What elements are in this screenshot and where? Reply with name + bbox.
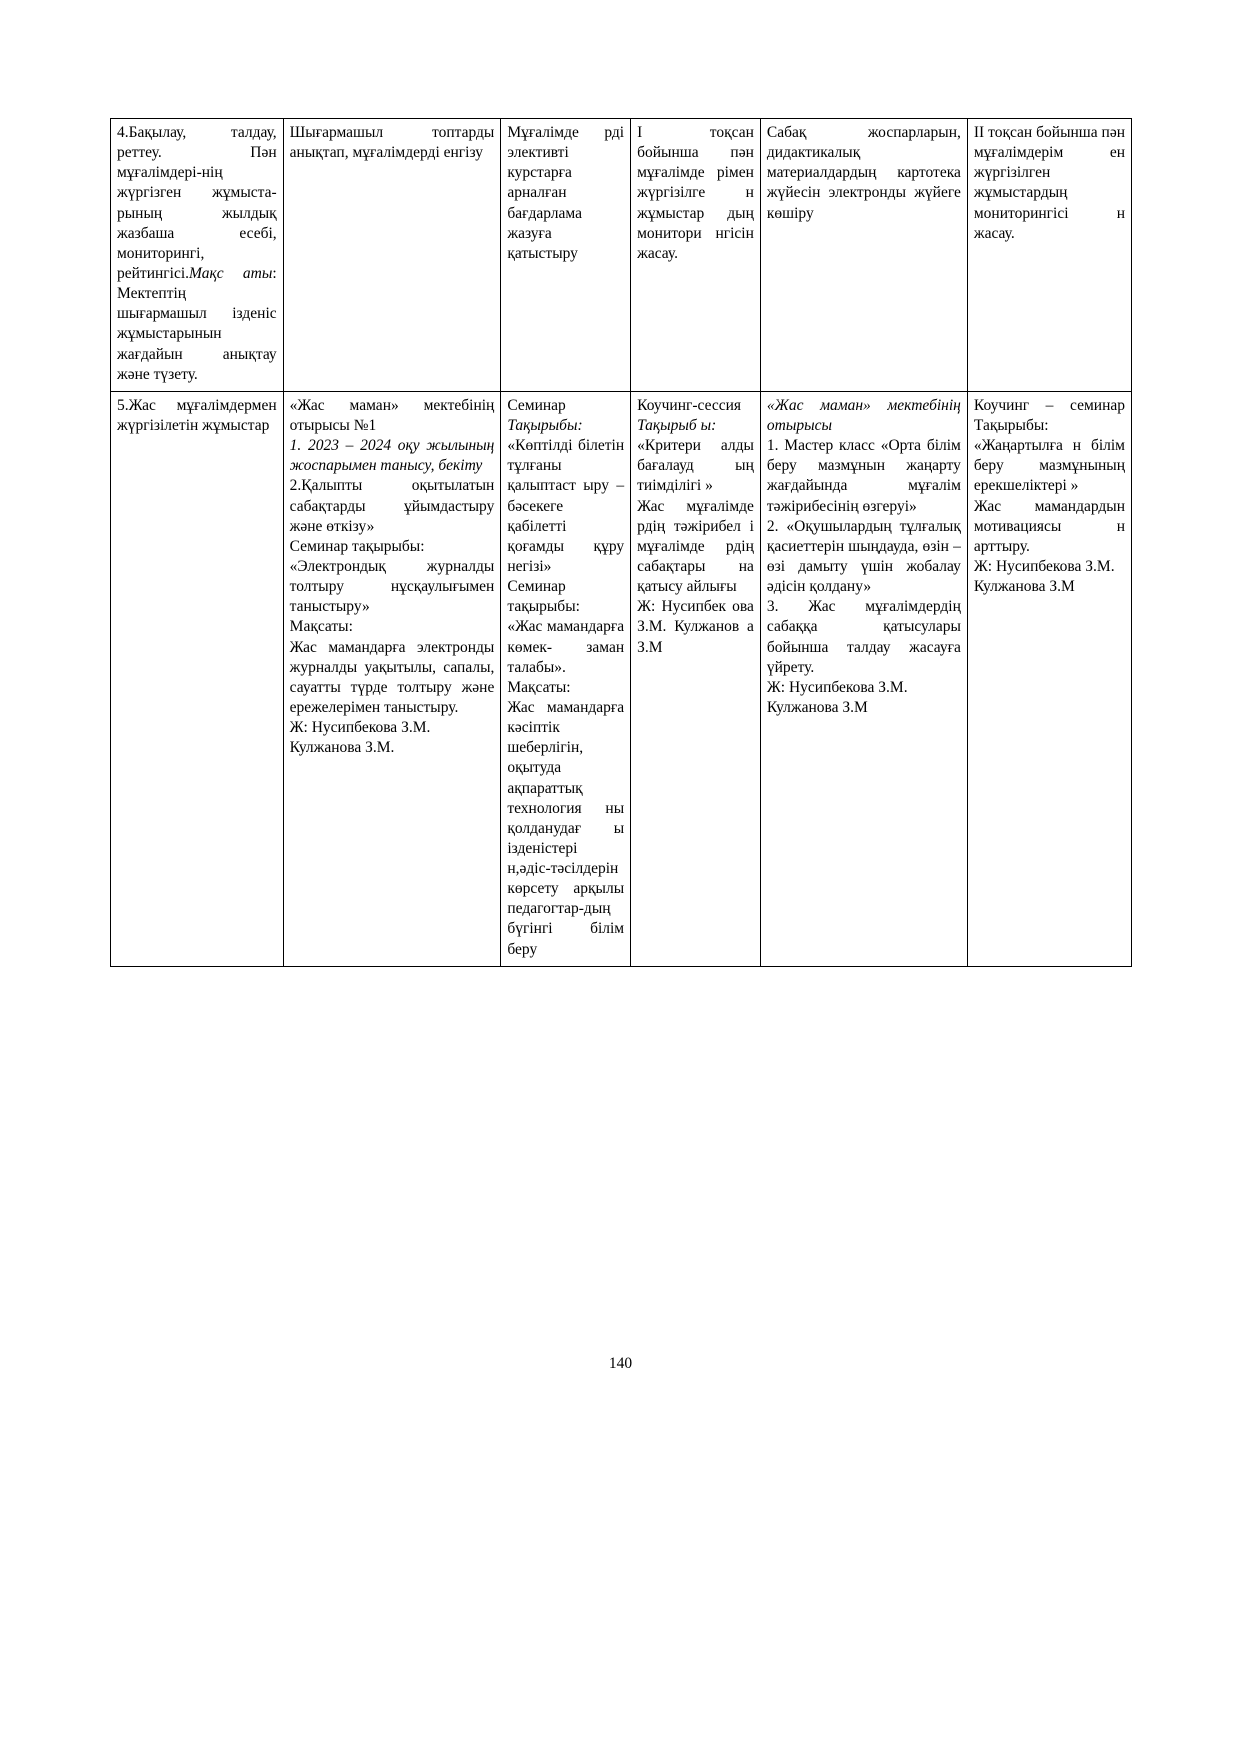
- page-number: 140: [608, 1355, 633, 1372]
- table-cell: Мұғалімде рді элективті курстарға арналған бағдарлама жазуға қатыстыру: [501, 119, 631, 392]
- table-cell: Шығармашыл топтарды анықтап, мұғалімдерді енгізу: [283, 119, 501, 392]
- table-cell: 4.Бақылау, талдау, реттеу. Пән мұғалімдері-нің жүргізген жұмыста-рының жылдық жазбаша есебі, мониторингі, рейтингісі.Мақс аты: Мектептің шығармашыл ізденіс жұмыстарынын жағдайын анықтау және түзету.: [111, 119, 284, 392]
- table-cell: «Жас маман» мектебінің отырысы 1. Мастер класс «Орта білім беру мазмұнын жаңарту жағдайында мұғалім тәжірибесінің өзгеруі» 2. «Оқушылардың тұлғалық қасиеттерін шыңдауда, өзін – өзі дамыту үшін жобалау әдісін қолдану» 3. Жас мұғалімдердің сабаққа қатысулары бойынша талдау жасауға үйрету. Ж: Нусипбекова З.М. Кулжанова З.М: [760, 391, 967, 966]
- table-row: [111, 119, 1132, 392]
- table-cell: Семинар Тақырыбы: «Көптілді білетін тұлғаны қалыптаст ыру – бәсекеге қабілетті қоғамды құру негізі» Семинар тақырыбы: «Жас мамандарға көмек- заман талабы». Мақсаты: Жас мамандарға кәсіптік шеберлігін, оқытуда ақпараттық технология ны қолданудағ ы ізденістері н,әдіс-тәсілдерін көрсету арқылы педагогтар-дың бүгінгі білім беру: [501, 391, 631, 966]
- table-cell: 5.Жас мұғалімдермен жүргізілетін жұмыстар: [111, 391, 284, 966]
- table-cell: Коучинг – семинар Тақырыбы: «Жаңартылға н білім беру мазмұнының ерекшеліктері » Жас мамандардын мотивациясы н арттыру. Ж: Нусипбекова З.М. Кулжанова З.М: [967, 391, 1131, 966]
- plan-table-container: [110, 118, 1132, 967]
- table-cell: Коучинг-сессия Тақырыб ы: «Критери алды бағалауд ың тиімділігі » Жас мұғалімде рдің тәжірибел і мұғалімде рдің сабақтары на қатысу айлығы Ж: Нусипбек ова З.М. Кулжанов а З.М: [631, 391, 761, 966]
- table-row: [111, 391, 1132, 966]
- table-body: [111, 119, 1132, 967]
- table-cell: Сабақ жоспарларын, дидактикалық материалдардың картотека жүйесін электронды жүйеге көшіру: [760, 119, 967, 392]
- table-cell: І тоқсан бойынша пән мұғалімде рімен жүргізілге н жұмыстар дың монитори нгісін жасау.: [631, 119, 761, 392]
- table-cell: ІІ тоқсан бойынша пән мұғалімдерім ен жүргізілген жұмыстардың мониторингісі н жасау.: [967, 119, 1131, 392]
- table-cell: «Жас маман» мектебінің отырысы №1 1. 2023 – 2024 оқу жылының жоспарымен танысу, бекіту 2.Қалыпты оқытылатын сабақтарды ұйымдастыру және өткізу» Семинар тақырыбы: «Электрондық журналды толтыру нұсқаулығымен таныстыру» Мақсаты: Жас мамандарға электронды журналды уақытылы, сапалы, сауатты түрде толтыру және ережелерімен таныстыру. Ж: Нусипбекова З.М. Кулжанова З.М.: [283, 391, 501, 966]
- plan-table: [110, 118, 1132, 967]
